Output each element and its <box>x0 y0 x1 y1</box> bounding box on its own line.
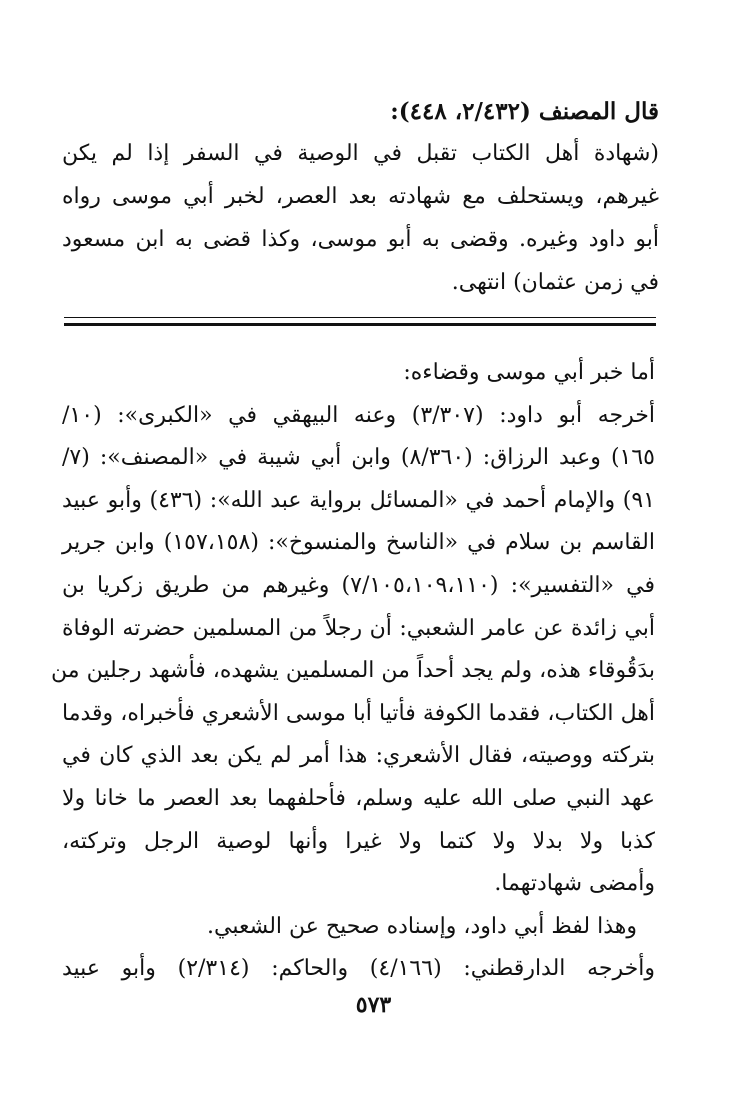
divider-thick <box>64 323 656 326</box>
quote-line: (شهادة أهل الكتاب تقبل في الوصية في السفر إذا لم يكن <box>62 141 659 166</box>
body-line: بتركته ووصيته، فقال الأشعري: هذا أمر لم يكن بعد الذي كان في <box>62 743 655 769</box>
quote-line: أبو داود وغيره. وقضى به أبو موسى، وكذا قضى به ابن مسعود <box>62 227 659 252</box>
body-line: عهد النبي صلى الله عليه وسلم، فأحلفهما بعد العصر ما خانا ولا <box>62 785 655 811</box>
author-quote <box>62 92 659 304</box>
body-line: وهذا لفظ أبي داود، وإسناده صحيح عن الشعبي. <box>206 913 637 939</box>
body-line: في «التفسير»: (٧/١٠٥،١٠٩،١١٠) وغيرهم من طريق زكريا بن <box>62 572 656 598</box>
body-line: وأمضى شهادتهما. <box>494 871 655 897</box>
body-line: أبي زائدة عن عامر الشعبي: أن رجلاً من المسلمين حضرته الوفاة <box>62 615 655 641</box>
body-line: أما خبر أبي موسى وقضاءه: <box>403 360 655 385</box>
body-line: بدَقُوقاء هذه، ولم يجد أحداً من المسلمين يشهده، فأشهد رجلين من <box>51 658 655 684</box>
body-line: وأخرجه الدارقطني: (٤/١٦٦) والحاكم: (٢/٣١٤) وأبو عبيد <box>62 956 655 982</box>
divider-thin <box>64 317 656 318</box>
body-line: القاسم بن سلام في «الناسخ والمنسوخ»: (١٥٧،١٥٨) وابن جرير <box>62 530 655 556</box>
quote-heading: قال المصنف (٢/٤٣٢، ٤٤٨): <box>390 98 659 125</box>
quote-line: غيرهم، ويستحلف مع شهادته بعد العصر، لخبر أبي موسى رواه <box>62 184 659 209</box>
body-line: أهل الكتاب، فقدما الكوفة فأتيا أبا موسى الأشعري فأخبراه، وقدما <box>62 700 655 726</box>
commentary-body <box>51 352 656 991</box>
body-line: أخرجه أبو داود: (٣/٣٠٧) وعنه البيهقي في «الكبرى»: (١٠/ <box>62 402 655 428</box>
body-line: ١٦٥) وعبد الرزاق: (٨/٣٦٠) وابن أبي شيبة في «المصنف»: (٧/ <box>62 445 655 471</box>
quote-line: في زمن عثمان) انتهى. <box>451 270 659 295</box>
body-line: ٩١) والإمام أحمد في «المسائل برواية عبد الله»: (٤٣٦) وأبو عبيد <box>62 487 655 513</box>
page-number: ٥٧٣ <box>355 992 392 1018</box>
body-line: كذبا ولا بدلا ولا كتما ولا غيرا وأنها لوصية الرجل وتركته، <box>62 828 655 854</box>
